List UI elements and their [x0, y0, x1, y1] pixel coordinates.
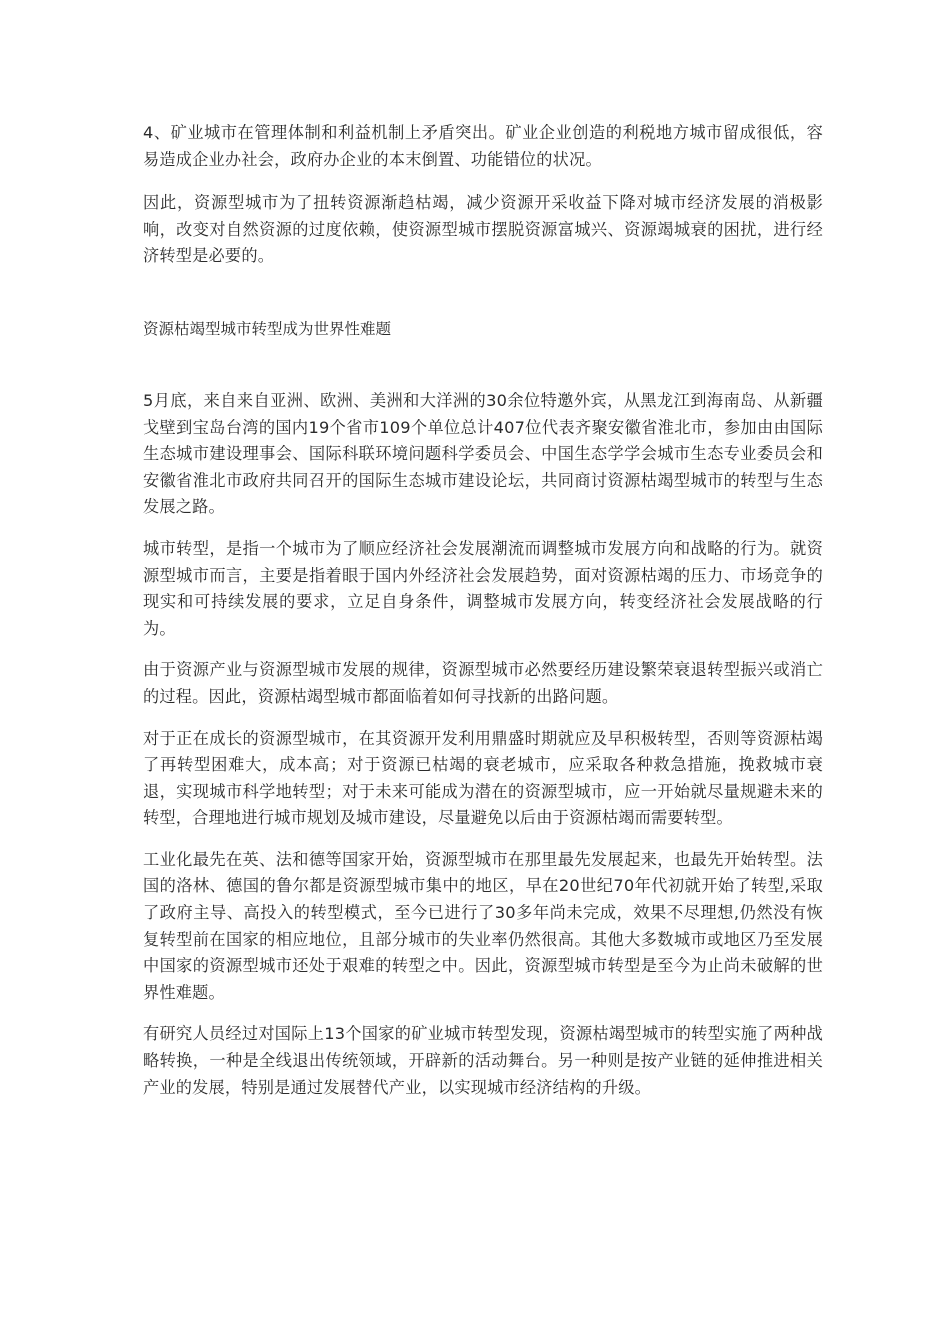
paragraph-city-transformation-definition: 城市转型，是指一个城市为了顺应经济社会发展潮流而调整城市发展方向和战略的行为。就资源型城市而言，主要是指着眼于国内外经济社会发展趋势，面对资源枯竭的压力、市场竞争的现实和可持续发展的要求，立足自身条件，调整城市发展方向，转变经济社会发展战略的行为。 — [143, 538, 823, 638]
section-body — [143, 388, 823, 1101]
paragraph-forum-intro: 5月底，来自来自亚洲、欧洲、美洲和大洋洲的30余位特邀外宾，从黑龙江到海南岛、从新疆戈壁到宝岛台湾的国内19个省市109个单位总计407位代表齐聚安徽省淮北市，参加由由国际生态城市建设理事会、国际科联环境问题科学委员会、中国生态学学会城市生态专业委员会和安徽省淮北市政府共同召开的国际生态城市建设论坛，共同商讨资源枯竭型城市的转型与生态发展之路。 — [143, 390, 823, 517]
section-heading: 资源枯竭型城市转型成为世界性难题 — [143, 319, 392, 338]
paragraph-mining-city-conflicts: 4、矿业城市在管理体制和利益机制上矛盾突出。矿业企业创造的利税地方城市留成很低，容易造成企业办社会，政府办企业的本末倒置、功能错位的状况。 — [143, 123, 823, 169]
document-page — [143, 120, 823, 1116]
paragraph-development-law: 由于资源产业与资源型城市发展的规律，资源型城市必然要经历建设繁荣衰退转型振兴或消亡的过程。因此，资源枯竭型城市都面临着如何寻找新的出路问题。 — [143, 660, 823, 706]
paragraph-transformation-necessity: 因此，资源型城市为了扭转资源渐趋枯竭，减少资源开采收益下降对城市经济发展的消极影响，改变对自然资源的过度依赖，使资源型城市摆脱资源富城兴、资源竭城衰的困扰，进行经济转型是必要的。 — [143, 193, 823, 266]
paragraph-international-experience: 工业化最先在英、法和德等国家开始，资源型城市在那里最先发展起来，也最先开始转型。法国的洛林、德国的鲁尔都是资源型城市集中的地区，早在20世纪70年代初就开始了转型,采取了政府主导、高投入的转型模式，至今已进行了30多年尚未完成，效果不尽理想,仍然没有恢复转型前在国家的相应地位，且部分城市的失业率仍然很高。其他大多数城市或地区乃至发展中国家的资源型城市还处于艰难的转型之中。因此，资源型城市转型是至今为止尚未破解的世界性难题。 — [143, 849, 823, 1002]
paragraph-transformation-timing: 对于正在成长的资源型城市，在其资源开发利用鼎盛时期就应及早积极转型，否则等资源枯竭了再转型困难大，成本高；对于资源已枯竭的衰老城市，应采取各种救急措施，挽救城市衰退，实现城市科学地转型；对于未来可能成为潜在的资源型城市，应一开始就尽量规避未来的转型，合理地进行城市规划及城市建设，尽量避免以后由于资源枯竭而需要转型。 — [143, 728, 823, 828]
paragraph-two-strategies: 有研究人员经过对国际上13个国家的矿业城市转型发现，资源枯竭型城市的转型实施了两种战略转换，一种是全线退出传统领域，开辟新的活动舞台。另一种则是按产业链的延伸推进相关产业的发展，特别是通过发展替代产业，以实现城市经济结构的升级。 — [143, 1024, 823, 1097]
